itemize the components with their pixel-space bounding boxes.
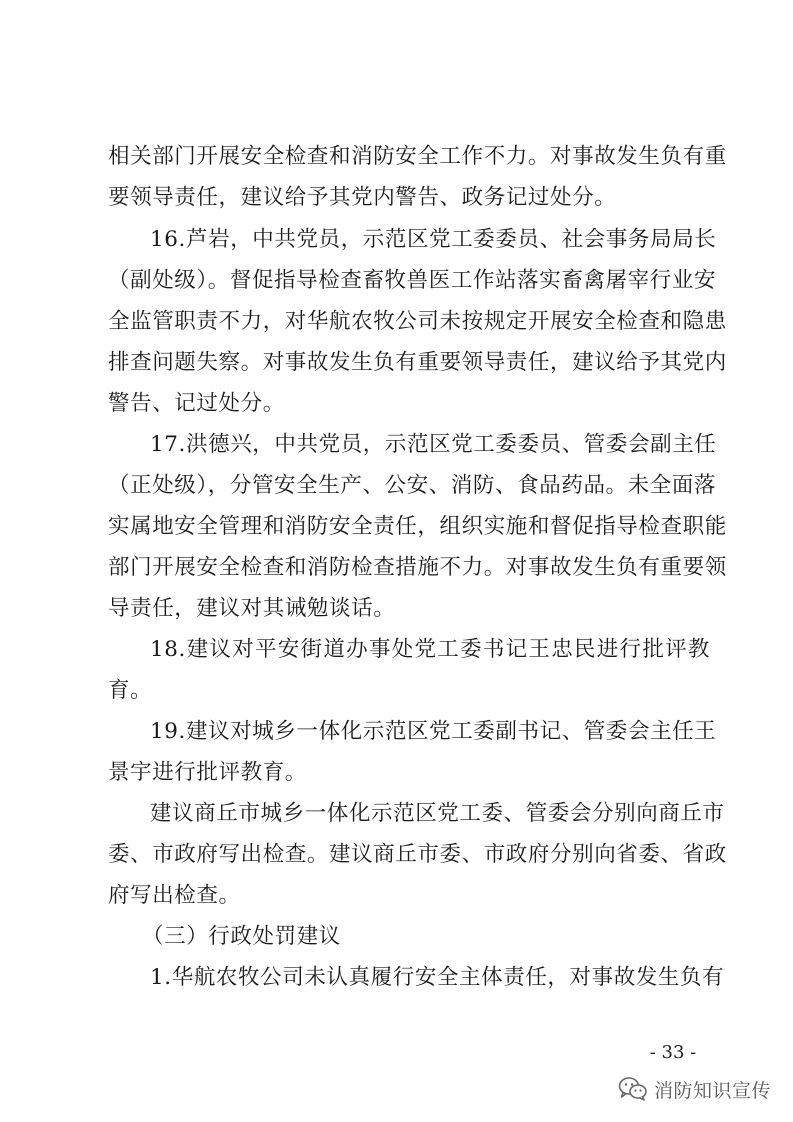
paragraph-line: 建议商丘市城乡一体化示范区党工委、管委会分别向商丘市 — [150, 801, 725, 826]
wechat-icon — [618, 1076, 648, 1102]
body-line: 相关部门开展安全检查和消防安全工作不力。对事故发生负有重 — [108, 144, 727, 169]
watermark — [618, 1073, 771, 1105]
section-heading: （三）行政处罚建议 — [142, 924, 341, 949]
page-number: - 33 - — [649, 1042, 697, 1063]
body-line: （副处级）。督促指导检查畜牧兽医工作站落实畜禽屠宰行业安 — [108, 268, 717, 293]
body-line: 景宇进行批评教育。 — [108, 760, 307, 785]
body-line: 府写出检查。 — [108, 883, 241, 908]
body-line: （正处级），分管安全生产、公安、消防、食品药品。未全面落 — [108, 473, 717, 498]
paragraph-18-line: 18.建议对平安街道办事处党工委书记王忠民进行批评教 — [150, 637, 710, 662]
body-line: 警告、记过处分。 — [108, 391, 285, 416]
body-line: 排查问题失察。对事故发生负有重要领导责任，建议给予其党内 — [108, 350, 727, 375]
body-line: 委、市政府写出检查。建议商丘市委、市政府分别向省委、省政 — [108, 842, 727, 867]
body-line: 要领导责任，建议给予其党内警告、政务记过处分。 — [108, 185, 617, 210]
paragraph-19-line: 19.建议对城乡一体化示范区党工委副书记、管委会主任王 — [150, 719, 717, 744]
paragraph-17-line: 17.洪德兴，中共党员，示范区党工委委员、管委会副主任 — [150, 432, 717, 457]
body-line: 部门开展安全检查和消防检查措施不力。对事故发生负有重要领 — [108, 555, 727, 580]
paragraph-16-line: 16.芦岩，中共党员，示范区党工委委员、社会事务局局长 — [150, 227, 717, 252]
paragraph-1-line: 1.华航农牧公司未认真履行安全主体责任，对事故发生负有 — [150, 965, 725, 990]
body-line: 实属地安全管理和消防安全责任，组织实施和督促指导检查职能 — [108, 514, 727, 539]
watermark-text: 消防知识宣传 — [654, 1079, 772, 1102]
body-line: 导责任，建议对其诫勉谈话。 — [108, 596, 396, 621]
body-line: 育。 — [108, 678, 153, 703]
body-line: 全监管职责不力，对华航农牧公司未按规定开展安全检查和隐患 — [108, 309, 727, 334]
